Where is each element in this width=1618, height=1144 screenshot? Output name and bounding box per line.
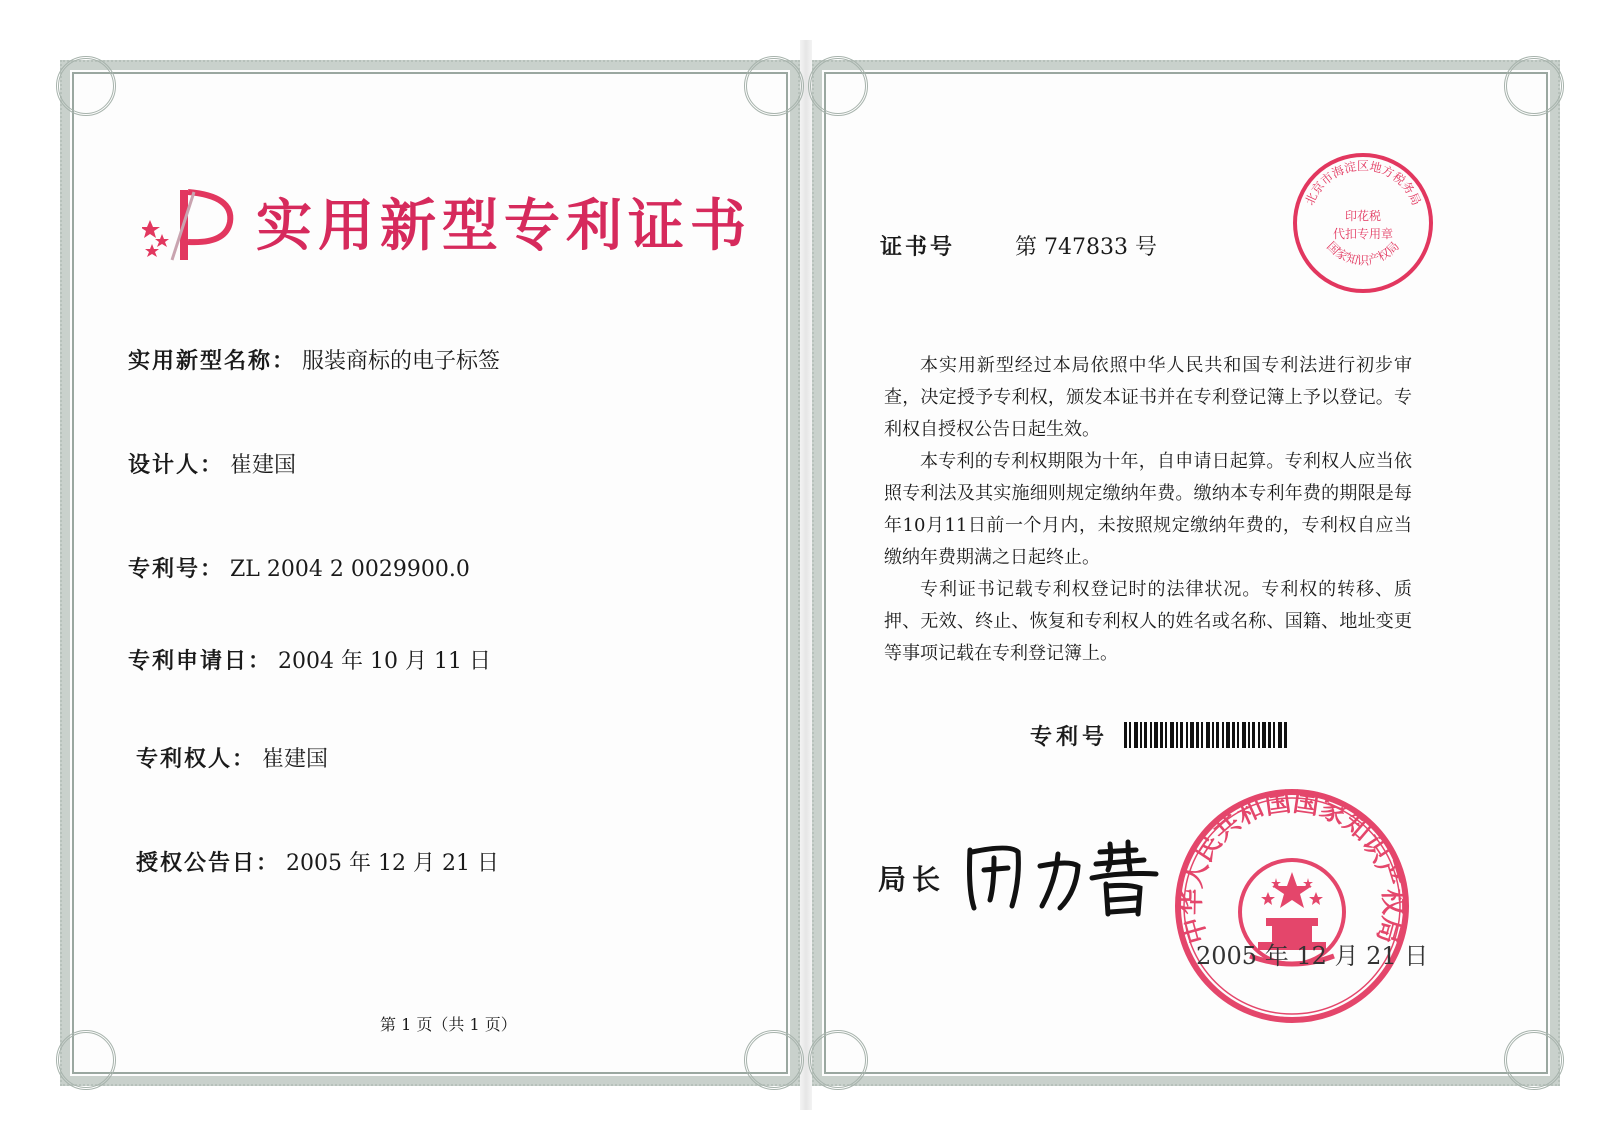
field-label: 设计人： [128, 452, 225, 478]
field-value: 服装商标的电子标签 [302, 349, 501, 374]
patent-number-label: 专利号 [1030, 724, 1109, 750]
certificate-header [142, 182, 752, 262]
svg-text:国家知识产权局 [1324, 239, 1402, 267]
center-fold [800, 40, 812, 1110]
corner-ornament [744, 56, 804, 116]
stamp-bottom-text: 国家知识产权局 [1324, 238, 1402, 268]
corner-ornament [56, 56, 116, 116]
body-paragraph: 专利证书记载专利权登记时的法律状况。专利权的转移、质押、无效、终止、恢复和专利权人的姓名或名称、国籍、地址变更等事项记载在专利登记簿上。 [884, 579, 1412, 664]
certificate-number-label: 证书号 [880, 234, 956, 260]
director-signature [960, 830, 1160, 920]
field-value: 2005 年 12 月 21 日 [286, 851, 499, 876]
field-label: 专利申请日： [128, 648, 273, 674]
corner-ornament [56, 1030, 116, 1090]
page-number: 第 1 页（共 1 页） [380, 1015, 517, 1034]
field-label: 专利权人： [136, 746, 257, 772]
stamp-ring-text: 北京市海淀区地方税务局 [1302, 159, 1424, 208]
tax-stamp-seal [1290, 150, 1436, 296]
field-label: 实用新型名称： [128, 348, 297, 374]
field-value: 崔建国 [230, 453, 297, 478]
corner-ornament [808, 56, 868, 116]
corner-ornament [1504, 56, 1564, 116]
field-label: 专利号： [128, 556, 225, 582]
patentee-field [136, 742, 328, 773]
stamp-line: 印花税 [1344, 209, 1382, 223]
certificate-title: 实用新型专利证书 [256, 193, 752, 259]
certificate-number-value: 第 747833 号 [1015, 235, 1157, 260]
body-paragraph: 本实用新型经过本局依照中华人民共和国专利法进行初步审查，决定授予专利权，颁发本证书并在专利登记簿上予以登记。专利权自授权公告日起生效。 [884, 355, 1412, 440]
patent-number-field [128, 552, 470, 583]
field-value: 2004 年 10 月 11 日 [278, 649, 491, 674]
utility-model-name-field [128, 344, 500, 375]
designer-field [128, 448, 296, 479]
svg-text:北京市海淀区地方税务局 [1302, 158, 1423, 207]
issue-date: 2005 年 12 月 21 日 [1196, 942, 1429, 970]
stamp-line: 代扣专用章 [1332, 227, 1394, 241]
body-paragraph: 本专利的专利权期限为十年，自申请日起算。专利权人应当依照专利法及其实施细则规定缴纳年费。缴纳本专利年费的期限是每年10月11日前一个月内，未按照规定缴纳年费的，专利权自应当缴纳年费期满之日起终止。 [884, 451, 1412, 568]
seal-ring-text: 中华人民共和国国家知识产权局 [1176, 787, 1408, 947]
field-value: 崔建国 [262, 747, 329, 772]
corner-ornament [808, 1030, 868, 1090]
field-value: ZL 2004 2 0029900.0 [230, 557, 470, 582]
corner-ornament [744, 1030, 804, 1090]
national-ipo-seal [1172, 786, 1412, 1026]
certificate-number-row [880, 230, 1157, 261]
patent-barcode [1124, 722, 1320, 748]
grant-announcement-date-field [136, 846, 499, 877]
corner-ornament [1504, 1030, 1564, 1090]
director-label: 局长 [878, 863, 947, 896]
application-date-field [128, 644, 491, 675]
patent-office-logo-icon [142, 182, 242, 262]
field-label: 授权公告日： [136, 850, 281, 876]
certificate-body-text [884, 350, 1412, 670]
